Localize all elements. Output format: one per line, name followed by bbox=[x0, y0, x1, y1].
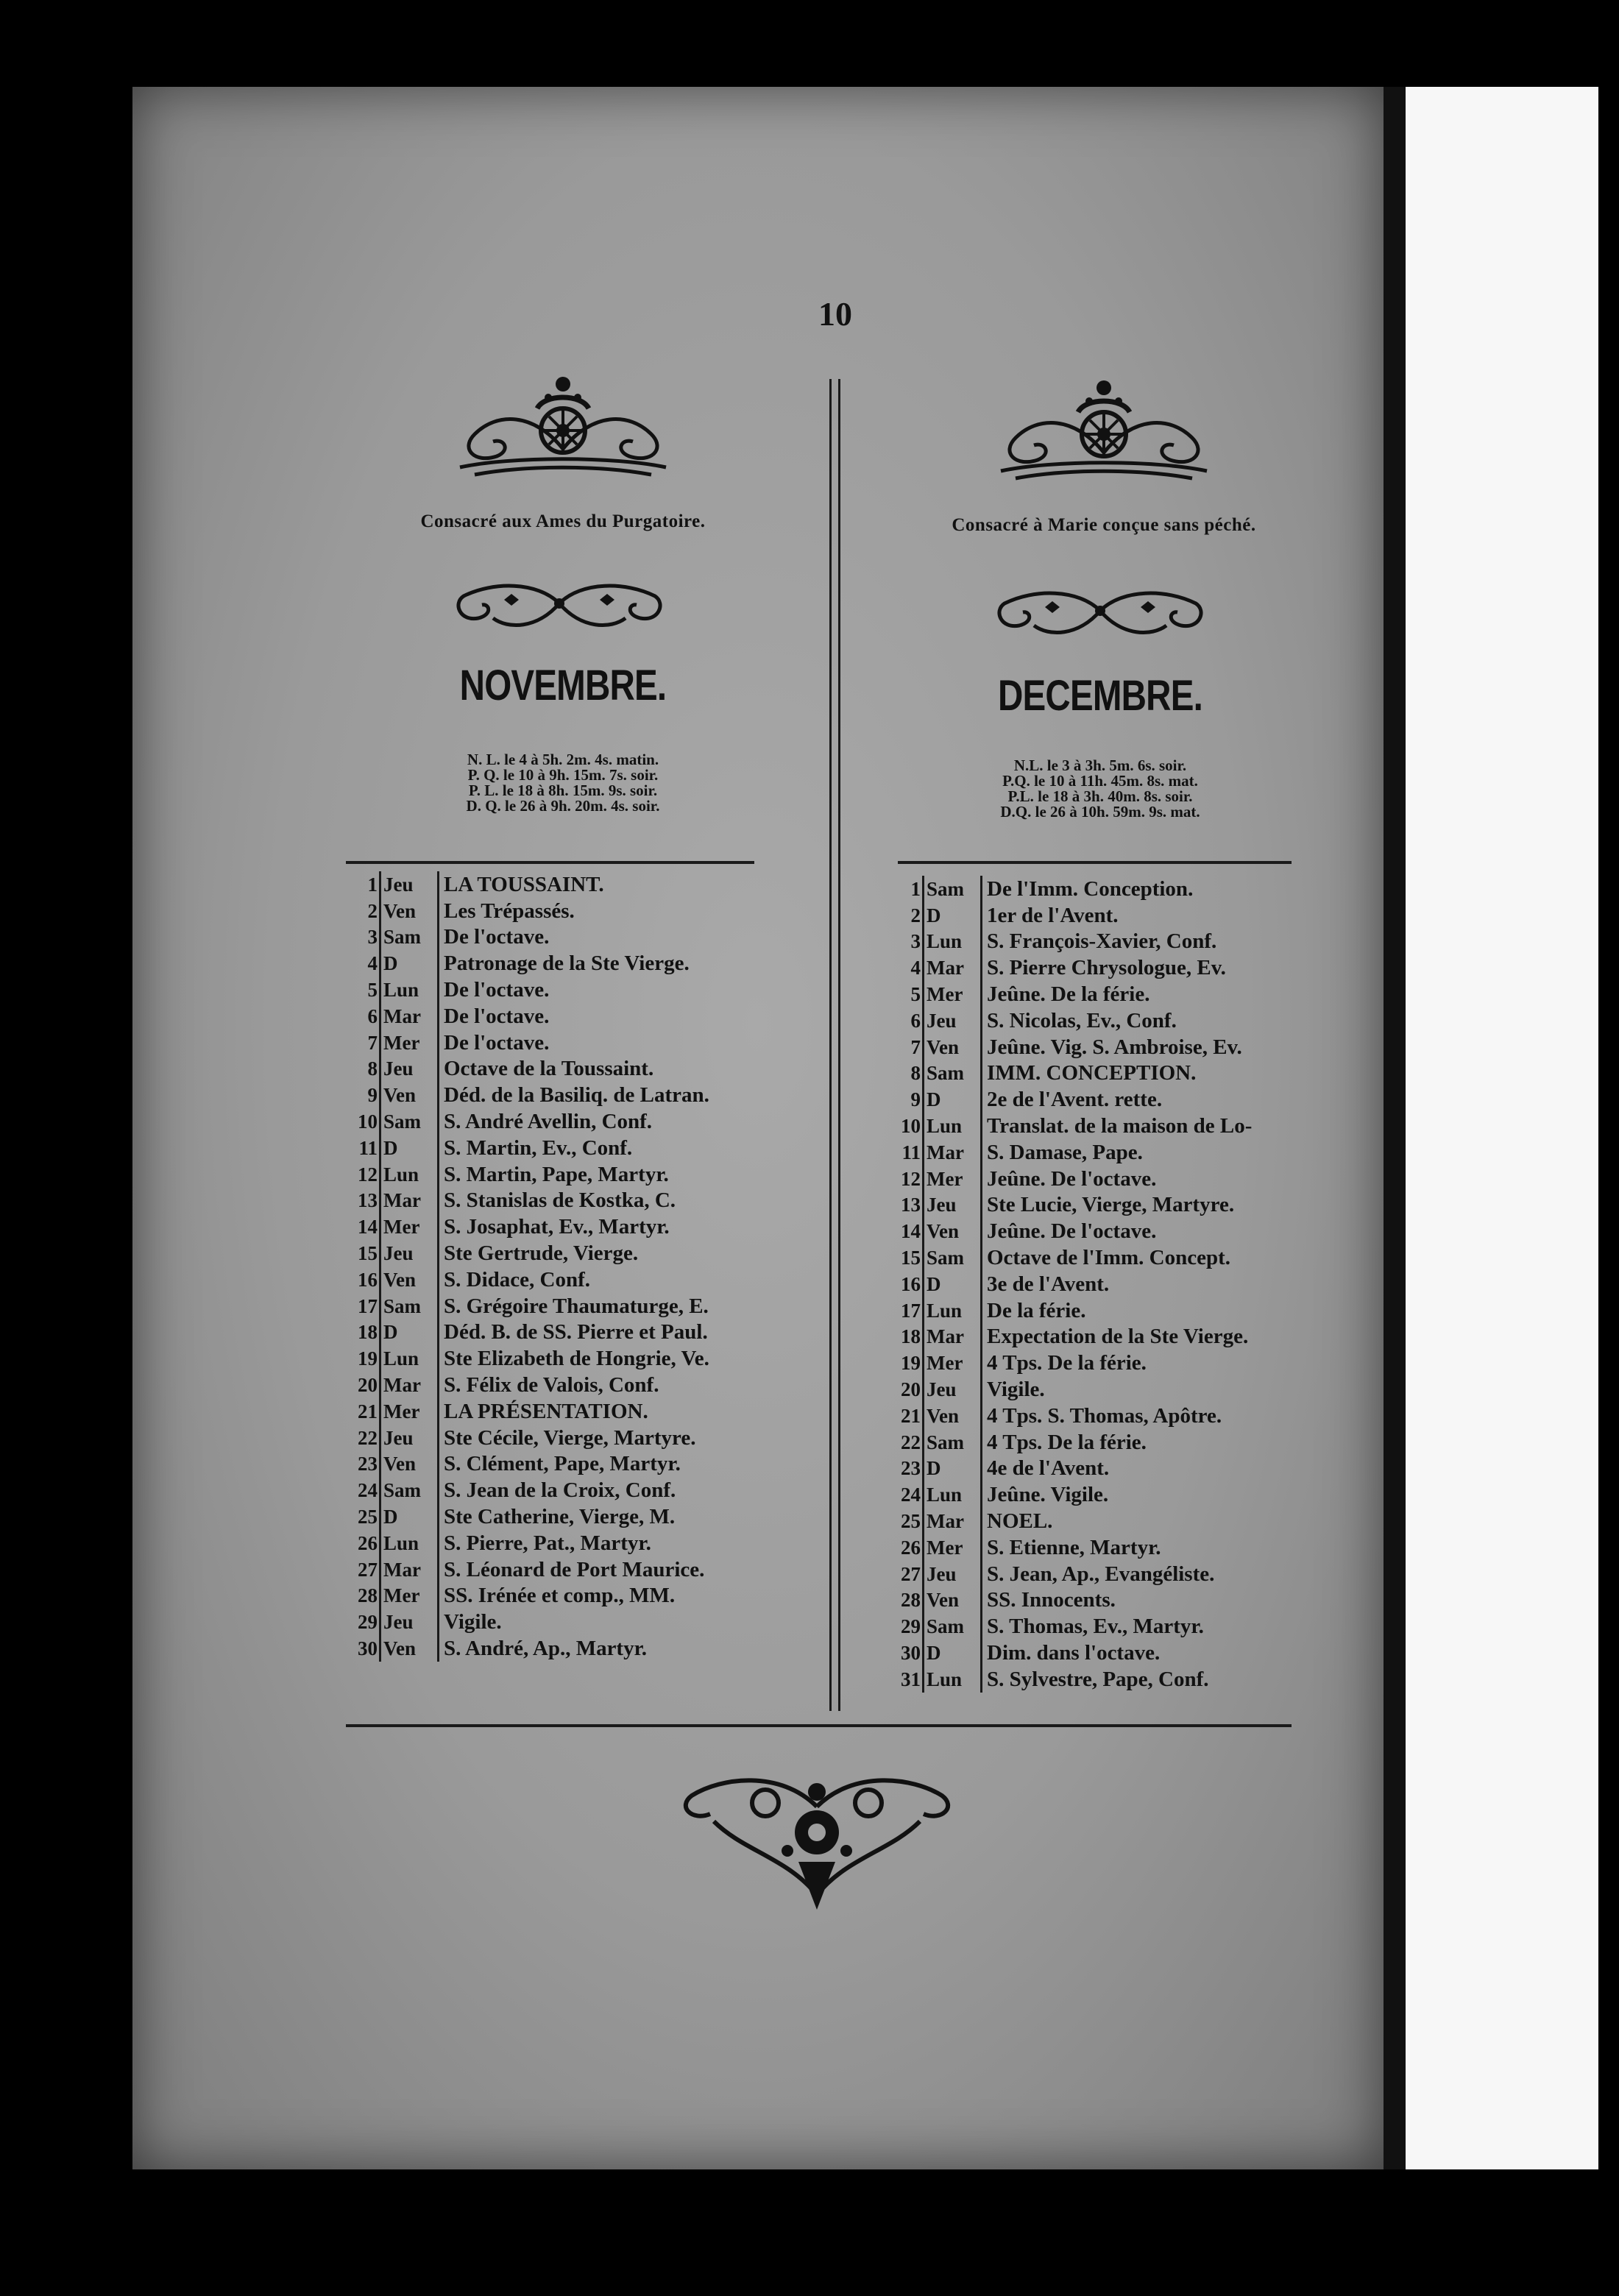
day-row bbox=[346, 1451, 712, 1478]
weekday: Jeu bbox=[380, 1609, 439, 1635]
day-number: 11 bbox=[901, 1141, 921, 1163]
day-number: 22 bbox=[358, 1426, 378, 1449]
weekday: Lun bbox=[380, 1161, 439, 1188]
weekday: Mar bbox=[380, 1372, 439, 1398]
day-row bbox=[889, 1007, 1254, 1034]
feast-entry: S. Damase, Pape. bbox=[982, 1139, 1255, 1166]
weekday: Jeu bbox=[924, 1376, 982, 1403]
feast-entry: De la férie. bbox=[982, 1297, 1255, 1324]
feast-entry: S. Sylvestre, Pape, Conf. bbox=[982, 1666, 1255, 1693]
day-row bbox=[346, 1425, 712, 1451]
day-row bbox=[346, 977, 712, 1003]
weekday: Ven bbox=[924, 1034, 982, 1060]
day-row bbox=[346, 1609, 712, 1635]
feast-entry: Ste Gertrude, Vierge. bbox=[439, 1240, 712, 1266]
day-row bbox=[889, 1113, 1254, 1139]
feast-entry: De l'octave. bbox=[439, 1030, 712, 1056]
feast-entry: Jeûne. Vigile. bbox=[982, 1481, 1255, 1508]
weekday: Lun bbox=[380, 1530, 439, 1556]
feast-entry: Expectation de la Ste Vierge. bbox=[982, 1324, 1255, 1350]
feast-entry: De l'octave. bbox=[439, 924, 712, 951]
day-row bbox=[346, 1372, 712, 1398]
facing-blank-page bbox=[1406, 87, 1598, 2169]
feast-entry: 4 Tps. De la férie. bbox=[982, 1350, 1255, 1376]
weekday: Mer bbox=[380, 1213, 439, 1240]
feast-entry: Ste Lucie, Vierge, Martyre. bbox=[982, 1192, 1255, 1219]
weekday: Sam bbox=[380, 924, 439, 951]
weekday: Ven bbox=[380, 1082, 439, 1108]
day-row bbox=[346, 1503, 712, 1530]
day-row bbox=[889, 1508, 1254, 1534]
weekday: Jeu bbox=[924, 1561, 982, 1587]
weekday: Lun bbox=[380, 977, 439, 1003]
day-row bbox=[889, 1060, 1254, 1087]
feast-entry: S. André Avellin, Conf. bbox=[439, 1108, 712, 1135]
day-number: 4 bbox=[367, 952, 378, 975]
weekday: Ven bbox=[924, 1403, 982, 1429]
feast-entry: S. Martin, Ev., Conf. bbox=[439, 1135, 712, 1161]
day-row bbox=[889, 1587, 1254, 1614]
day-row bbox=[346, 1108, 712, 1135]
day-number: 22 bbox=[901, 1431, 921, 1453]
weekday: Mer bbox=[924, 1350, 982, 1376]
day-row bbox=[889, 1376, 1254, 1403]
day-number: 2 bbox=[910, 904, 921, 926]
feast-entry: De l'octave. bbox=[439, 1003, 712, 1030]
day-row bbox=[346, 1319, 712, 1346]
feast-entry: Jeûne. De l'octave. bbox=[982, 1166, 1255, 1192]
weekday: Lun bbox=[380, 1345, 439, 1372]
day-number: 29 bbox=[901, 1615, 921, 1638]
day-number: 23 bbox=[358, 1453, 378, 1475]
day-number: 23 bbox=[901, 1457, 921, 1480]
feast-entry: S. Jean, Ap., Evangéliste. bbox=[982, 1561, 1255, 1587]
feast-entry: 4 Tps. S. Thomas, Apôtre. bbox=[982, 1403, 1255, 1429]
weekday: Sam bbox=[380, 1108, 439, 1135]
weekday: D bbox=[380, 1135, 439, 1161]
feast-entry: De l'octave. bbox=[439, 977, 712, 1003]
day-row bbox=[889, 1350, 1254, 1376]
day-number: 9 bbox=[367, 1084, 378, 1107]
day-row bbox=[346, 1003, 712, 1030]
day-number: 17 bbox=[358, 1294, 378, 1317]
day-row bbox=[346, 898, 712, 924]
day-row bbox=[889, 1324, 1254, 1350]
feast-entry: S. Stanislas de Kostka, C. bbox=[439, 1188, 712, 1214]
feast-entry: S. Martin, Pape, Martyr. bbox=[439, 1161, 712, 1188]
december-top-ornament bbox=[986, 372, 1222, 482]
day-row bbox=[346, 1293, 712, 1319]
feast-entry: SS. Irénée et comp., MM. bbox=[439, 1583, 712, 1609]
center-divider-right bbox=[838, 379, 840, 1711]
day-number: 31 bbox=[901, 1668, 921, 1690]
day-number: 7 bbox=[910, 1035, 921, 1058]
day-row bbox=[889, 1640, 1254, 1666]
day-number: 25 bbox=[358, 1506, 378, 1528]
moon-phase-line: D.Q. le 26 à 10h. 59m. 9s. mat. bbox=[1000, 803, 1200, 821]
weekday: Ven bbox=[380, 1451, 439, 1478]
feast-entry: Dim. dans l'octave. bbox=[982, 1640, 1255, 1666]
weekday: Mer bbox=[380, 1398, 439, 1425]
day-number: 28 bbox=[358, 1584, 378, 1607]
feast-entry: Patronage de la Ste Vierge. bbox=[439, 950, 712, 977]
feast-entry: 1er de l'Avent. bbox=[982, 902, 1255, 929]
weekday: Sam bbox=[924, 1244, 982, 1271]
page-gutter bbox=[1384, 87, 1406, 2169]
weekday: Sam bbox=[380, 1477, 439, 1503]
november-top-ornament bbox=[445, 368, 681, 478]
bottom-rule bbox=[346, 1724, 1292, 1727]
day-row bbox=[346, 871, 712, 898]
weekday: D bbox=[924, 1271, 982, 1297]
feast-entry: Les Trépassés. bbox=[439, 898, 712, 924]
day-row bbox=[889, 1192, 1254, 1219]
day-number: 4 bbox=[910, 957, 921, 979]
day-row bbox=[346, 1477, 712, 1503]
weekday: Lun bbox=[924, 1297, 982, 1324]
moon-phase-line: P. Q. le 10 à 9h. 15m. 7s. soir. bbox=[467, 766, 659, 784]
moon-phase-line: P. L. le 18 à 8h. 15m. 9s. soir. bbox=[468, 782, 658, 799]
weekday: D bbox=[924, 1640, 982, 1666]
day-number: 13 bbox=[901, 1194, 921, 1216]
weekday: Sam bbox=[380, 1293, 439, 1319]
feast-entry: Ste Elizabeth de Hongrie, Ve. bbox=[439, 1345, 712, 1372]
day-number: 18 bbox=[901, 1325, 921, 1348]
day-number: 26 bbox=[358, 1531, 378, 1554]
day-row bbox=[889, 876, 1254, 902]
day-number: 27 bbox=[901, 1562, 921, 1585]
feast-entry: S. Clément, Pape, Martyr. bbox=[439, 1451, 712, 1478]
day-number: 16 bbox=[358, 1268, 378, 1291]
feast-entry: LA TOUSSAINT. bbox=[439, 871, 712, 898]
weekday: Mer bbox=[380, 1030, 439, 1056]
center-divider-left bbox=[829, 379, 832, 1711]
day-number: 10 bbox=[358, 1110, 378, 1133]
weekday: Lun bbox=[924, 929, 982, 955]
december-moon-phases bbox=[879, 758, 1321, 820]
moon-phase-line: N. L. le 4 à 5h. 2m. 4s. matin. bbox=[467, 751, 659, 768]
day-row bbox=[346, 1635, 712, 1662]
weekday: D bbox=[924, 1086, 982, 1113]
day-row bbox=[889, 1034, 1254, 1060]
feast-entry: S. Josaphat, Ev., Martyr. bbox=[439, 1213, 712, 1240]
feast-entry: S. François-Xavier, Conf. bbox=[982, 929, 1255, 955]
day-number: 28 bbox=[901, 1589, 921, 1612]
weekday: Ven bbox=[380, 1635, 439, 1662]
december-days-table bbox=[889, 876, 1254, 1693]
day-number: 14 bbox=[901, 1220, 921, 1243]
november-mid-ornament bbox=[449, 574, 670, 633]
day-row bbox=[346, 1161, 712, 1188]
day-number: 8 bbox=[367, 1057, 378, 1080]
weekday: Mar bbox=[380, 1188, 439, 1214]
day-row bbox=[346, 1240, 712, 1266]
weekday: D bbox=[924, 1456, 982, 1482]
day-number: 1 bbox=[367, 873, 378, 896]
day-row bbox=[346, 1530, 712, 1556]
day-number: 5 bbox=[910, 983, 921, 1006]
feast-entry: Octave de l'Imm. Concept. bbox=[982, 1244, 1255, 1271]
day-number: 21 bbox=[358, 1400, 378, 1422]
day-number: 29 bbox=[358, 1611, 378, 1634]
day-row bbox=[889, 1403, 1254, 1429]
weekday: Jeu bbox=[380, 1056, 439, 1083]
december-header-rule bbox=[898, 861, 1292, 864]
weekday: Sam bbox=[924, 1613, 982, 1640]
day-number: 30 bbox=[901, 1642, 921, 1664]
day-row bbox=[346, 1188, 712, 1214]
weekday: Mer bbox=[924, 1166, 982, 1192]
day-number: 19 bbox=[358, 1347, 378, 1370]
weekday: Mar bbox=[924, 1139, 982, 1166]
day-number: 5 bbox=[367, 979, 378, 1002]
weekday: Jeu bbox=[924, 1007, 982, 1034]
day-row bbox=[889, 981, 1254, 1007]
weekday: Mar bbox=[924, 1324, 982, 1350]
november-title: NOVEMBRE. bbox=[459, 662, 667, 709]
day-row bbox=[346, 1583, 712, 1609]
day-number: 8 bbox=[910, 1062, 921, 1085]
weekday: Jeu bbox=[380, 1240, 439, 1266]
day-row bbox=[889, 1297, 1254, 1324]
feast-entry: S. Jean de la Croix, Conf. bbox=[439, 1477, 712, 1503]
weekday: Jeu bbox=[924, 1192, 982, 1219]
feast-entry: S. Pierre, Pat., Martyr. bbox=[439, 1530, 712, 1556]
day-number: 2 bbox=[367, 899, 378, 922]
day-number: 10 bbox=[901, 1115, 921, 1138]
feast-entry: 4 Tps. De la férie. bbox=[982, 1429, 1255, 1456]
feast-entry: De l'Imm. Conception. bbox=[982, 876, 1255, 902]
feast-entry: S. Nicolas, Ev., Conf. bbox=[982, 1007, 1255, 1034]
day-row bbox=[346, 1266, 712, 1293]
moon-phase-line: N.L. le 3 à 3h. 5m. 6s. soir. bbox=[1013, 757, 1187, 774]
day-row bbox=[346, 1082, 712, 1108]
weekday: Ven bbox=[380, 1266, 439, 1293]
day-row bbox=[889, 1139, 1254, 1166]
day-number: 12 bbox=[901, 1167, 921, 1190]
weekday: Ven bbox=[924, 1587, 982, 1614]
day-row bbox=[889, 954, 1254, 981]
day-row bbox=[346, 924, 712, 951]
day-number: 14 bbox=[358, 1216, 378, 1239]
feast-entry: S. Pierre Chrysologue, Ev. bbox=[982, 954, 1255, 981]
day-number: 24 bbox=[901, 1484, 921, 1506]
weekday: Lun bbox=[924, 1481, 982, 1508]
day-row bbox=[889, 902, 1254, 929]
day-number: 11 bbox=[358, 1136, 378, 1159]
day-row bbox=[889, 1534, 1254, 1561]
moon-phase-line: D. Q. le 26 à 9h. 20m. 4s. soir. bbox=[466, 797, 660, 815]
day-number: 26 bbox=[901, 1536, 921, 1559]
day-number: 3 bbox=[910, 930, 921, 953]
november-header-rule bbox=[346, 861, 754, 864]
feast-entry: Translat. de la maison de Lo- bbox=[982, 1113, 1255, 1139]
day-number: 15 bbox=[358, 1242, 378, 1265]
feast-entry: LA PRÉSENTATION. bbox=[439, 1398, 712, 1425]
moon-phase-line: P.L. le 18 à 3h. 40m. 8s. soir. bbox=[1007, 787, 1193, 805]
day-number: 3 bbox=[367, 926, 378, 949]
day-row bbox=[346, 1056, 712, 1083]
day-number: 6 bbox=[367, 1005, 378, 1027]
day-row bbox=[346, 1030, 712, 1056]
weekday: Mar bbox=[380, 1003, 439, 1030]
feast-entry: S. Thomas, Ev., Martyr. bbox=[982, 1613, 1255, 1640]
day-row bbox=[889, 1481, 1254, 1508]
feast-entry: Jeûne. Vig. S. Ambroise, Ev. bbox=[982, 1034, 1255, 1060]
day-row bbox=[889, 1561, 1254, 1587]
weekday: Sam bbox=[924, 1060, 982, 1087]
day-number: 27 bbox=[358, 1558, 378, 1581]
day-number: 17 bbox=[901, 1299, 921, 1322]
feast-entry: IMM. CONCEPTION. bbox=[982, 1060, 1255, 1087]
day-number: 20 bbox=[358, 1374, 378, 1397]
bottom-ornament bbox=[670, 1762, 964, 1924]
feast-entry: S. Grégoire Thaumaturge, E. bbox=[439, 1293, 712, 1319]
feast-entry: Ste Catherine, Vierge, M. bbox=[439, 1503, 712, 1530]
feast-entry: NOEL. bbox=[982, 1508, 1255, 1534]
day-number: 12 bbox=[358, 1163, 378, 1186]
weekday: Ven bbox=[380, 898, 439, 924]
feast-entry: Vigile. bbox=[439, 1609, 712, 1635]
feast-entry: Déd. de la Basiliq. de Latran. bbox=[439, 1082, 712, 1108]
day-number: 20 bbox=[901, 1378, 921, 1401]
weekday: Mer bbox=[380, 1583, 439, 1609]
november-dedication: Consacré aux Ames du Purgatoire. bbox=[420, 511, 706, 531]
weekday: Lun bbox=[924, 1666, 982, 1693]
weekday: Ven bbox=[924, 1218, 982, 1244]
day-row bbox=[346, 1135, 712, 1161]
day-number: 21 bbox=[901, 1404, 921, 1427]
day-number: 24 bbox=[358, 1479, 378, 1502]
feast-entry: Déd. B. de SS. Pierre et Paul. bbox=[439, 1319, 712, 1346]
weekday: Jeu bbox=[380, 1425, 439, 1451]
weekday: Mar bbox=[924, 954, 982, 981]
feast-entry: S. Etienne, Martyr. bbox=[982, 1534, 1255, 1561]
weekday: Mer bbox=[924, 1534, 982, 1561]
day-number: 19 bbox=[901, 1352, 921, 1375]
november-moon-phases bbox=[342, 752, 784, 814]
day-row bbox=[889, 1271, 1254, 1297]
feast-entry: S. Didace, Conf. bbox=[439, 1266, 712, 1293]
day-number: 1 bbox=[910, 877, 921, 900]
day-number: 16 bbox=[901, 1272, 921, 1295]
day-number: 6 bbox=[910, 1009, 921, 1032]
day-row bbox=[889, 1166, 1254, 1192]
day-row bbox=[889, 1244, 1254, 1271]
day-row bbox=[889, 1218, 1254, 1244]
page-number: 10 bbox=[818, 295, 852, 333]
feast-entry: Ste Cécile, Vierge, Martyre. bbox=[439, 1425, 712, 1451]
feast-entry: SS. Innocents. bbox=[982, 1587, 1255, 1614]
day-number: 15 bbox=[901, 1247, 921, 1269]
day-row bbox=[346, 1213, 712, 1240]
day-number: 13 bbox=[358, 1189, 378, 1212]
december-mid-ornament bbox=[990, 581, 1211, 640]
weekday: D bbox=[924, 902, 982, 929]
feast-entry: 4e de l'Avent. bbox=[982, 1456, 1255, 1482]
day-row bbox=[889, 1613, 1254, 1640]
weekday: Sam bbox=[924, 1429, 982, 1456]
day-number: 30 bbox=[358, 1637, 378, 1659]
day-number: 25 bbox=[901, 1510, 921, 1533]
weekday: Mar bbox=[924, 1508, 982, 1534]
feast-entry: Jeûne. De la férie. bbox=[982, 981, 1255, 1007]
day-row bbox=[889, 1666, 1254, 1693]
feast-entry: S. Félix de Valois, Conf. bbox=[439, 1372, 712, 1398]
weekday: D bbox=[380, 1319, 439, 1346]
feast-entry: 3e de l'Avent. bbox=[982, 1271, 1255, 1297]
day-row bbox=[889, 929, 1254, 955]
weekday: Lun bbox=[924, 1113, 982, 1139]
weekday: Sam bbox=[924, 876, 982, 902]
day-number: 9 bbox=[910, 1088, 921, 1111]
feast-entry: Jeûne. De l'octave. bbox=[982, 1218, 1255, 1244]
feast-entry: S. Léonard de Port Maurice. bbox=[439, 1556, 712, 1583]
feast-entry: S. André, Ap., Martyr. bbox=[439, 1635, 712, 1662]
day-row bbox=[889, 1456, 1254, 1482]
feast-entry: Vigile. bbox=[982, 1376, 1255, 1403]
december-title: DECEMBRE. bbox=[997, 672, 1203, 720]
day-row bbox=[346, 1345, 712, 1372]
day-number: 7 bbox=[367, 1031, 378, 1054]
weekday: Jeu bbox=[380, 871, 439, 898]
day-row bbox=[889, 1086, 1254, 1113]
moon-phase-line: P.Q. le 10 à 11h. 45m. 8s. mat. bbox=[1002, 772, 1198, 790]
feast-entry: Octave de la Toussaint. bbox=[439, 1056, 712, 1083]
weekday: Mer bbox=[924, 981, 982, 1007]
weekday: D bbox=[380, 1503, 439, 1530]
day-row bbox=[889, 1429, 1254, 1456]
day-row bbox=[346, 1556, 712, 1583]
november-days-table bbox=[346, 871, 712, 1662]
day-number: 18 bbox=[358, 1321, 378, 1344]
day-row bbox=[346, 1398, 712, 1425]
weekday: D bbox=[380, 950, 439, 977]
feast-entry: 2e de l'Avent. rette. bbox=[982, 1086, 1255, 1113]
weekday: Mar bbox=[380, 1556, 439, 1583]
day-row bbox=[346, 950, 712, 977]
december-dedication: Consacré à Marie conçue sans péché. bbox=[952, 515, 1256, 535]
